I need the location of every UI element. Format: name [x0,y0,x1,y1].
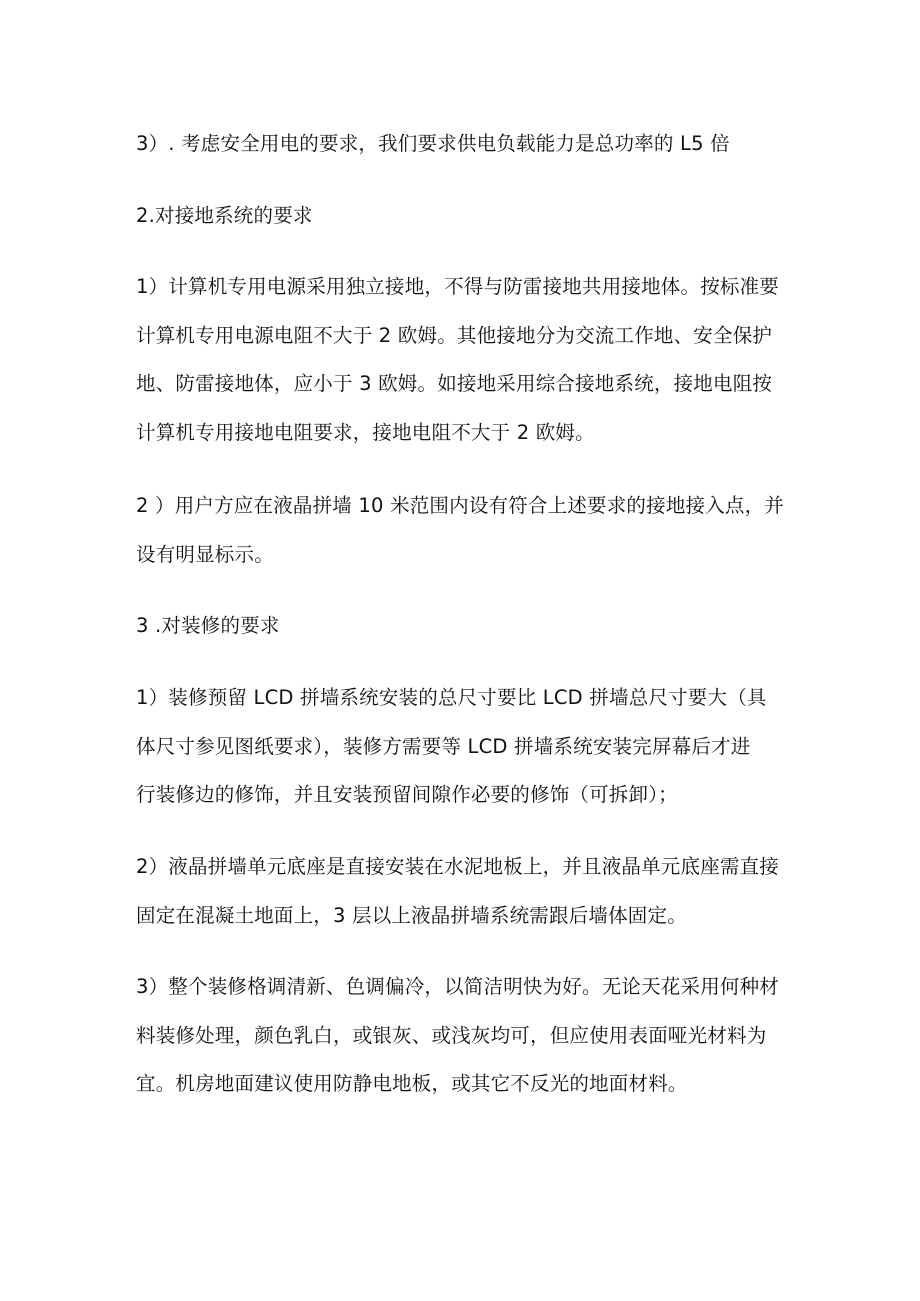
text-line: 2 ）用户方应在液晶拼墙 10 米范围内设有符合上述要求的接地接入点，并 [136,494,785,517]
text-line: 行装修边的修饰，并且安装预留间隙作必要的修饰（可拆卸）； [136,783,678,807]
text-line: 1）计算机专用电源采用独立接地，不得与防雷接地共用接地体。按标准要 [136,275,780,298]
text-line: 地、防雷接地体，应小于 3 欧姆。如接地采用综合接地系统，接地电阻按 [136,372,773,396]
section-heading: 2.对接地系统的要求 [136,204,313,227]
text-line: 计算机专用电源电阻不大于 2 欧姆。其他接地分为交流工作地、安全保护 [136,323,773,347]
paragraph-decoration-1 [136,674,796,820]
text-line: 宜。机房地面建议使用防静电地板，或其它不反光的地面材料。 [136,1072,688,1096]
text-line: 料装修处理，颜色乳白，或银灰、或浅灰均可，但应使用表面哑光材料为 [136,1023,767,1047]
heading-decoration-requirements [136,602,796,651]
section-heading: 3 .对装修的要求 [136,614,280,637]
text-line: 2）液晶拼墙单元底座是直接安装在水泥地板上，并且液晶单元底座需直接 [136,855,780,878]
text-line: 计算机专用接地电阻要求，接地电阻不大于 2 欧姆。 [136,420,595,444]
paragraph-grounding-1 [136,263,796,457]
text-line: 3）. 考虑安全用电的要求，我们要求供电负载能力是总功率的 L5 倍 [136,132,730,155]
paragraph-decoration-2 [136,843,796,940]
paragraph-power-load [136,120,796,169]
text-line: 设有明显标示。 [136,542,274,566]
text-line: 1）装修预留 LCD 拼墙系统安装的总尺寸要比 LCD 拼墙总尺寸要大（具 [136,686,767,709]
text-line: 固定在混凝土地面上，3 层以上液晶拼墙系统需跟后墙体固定。 [136,903,687,927]
text-line: 体尺寸参见图纸要求），装修方需要等 LCD 拼墙系统安装完屏幕后才进 [136,734,751,758]
heading-grounding-requirements [136,192,796,241]
paragraph-decoration-3 [136,963,796,1109]
text-line: 3）整个装修格调清新、色调偏冷，以简洁明快为好。无论天花采用何种材 [136,975,780,998]
paragraph-grounding-2 [136,482,796,579]
